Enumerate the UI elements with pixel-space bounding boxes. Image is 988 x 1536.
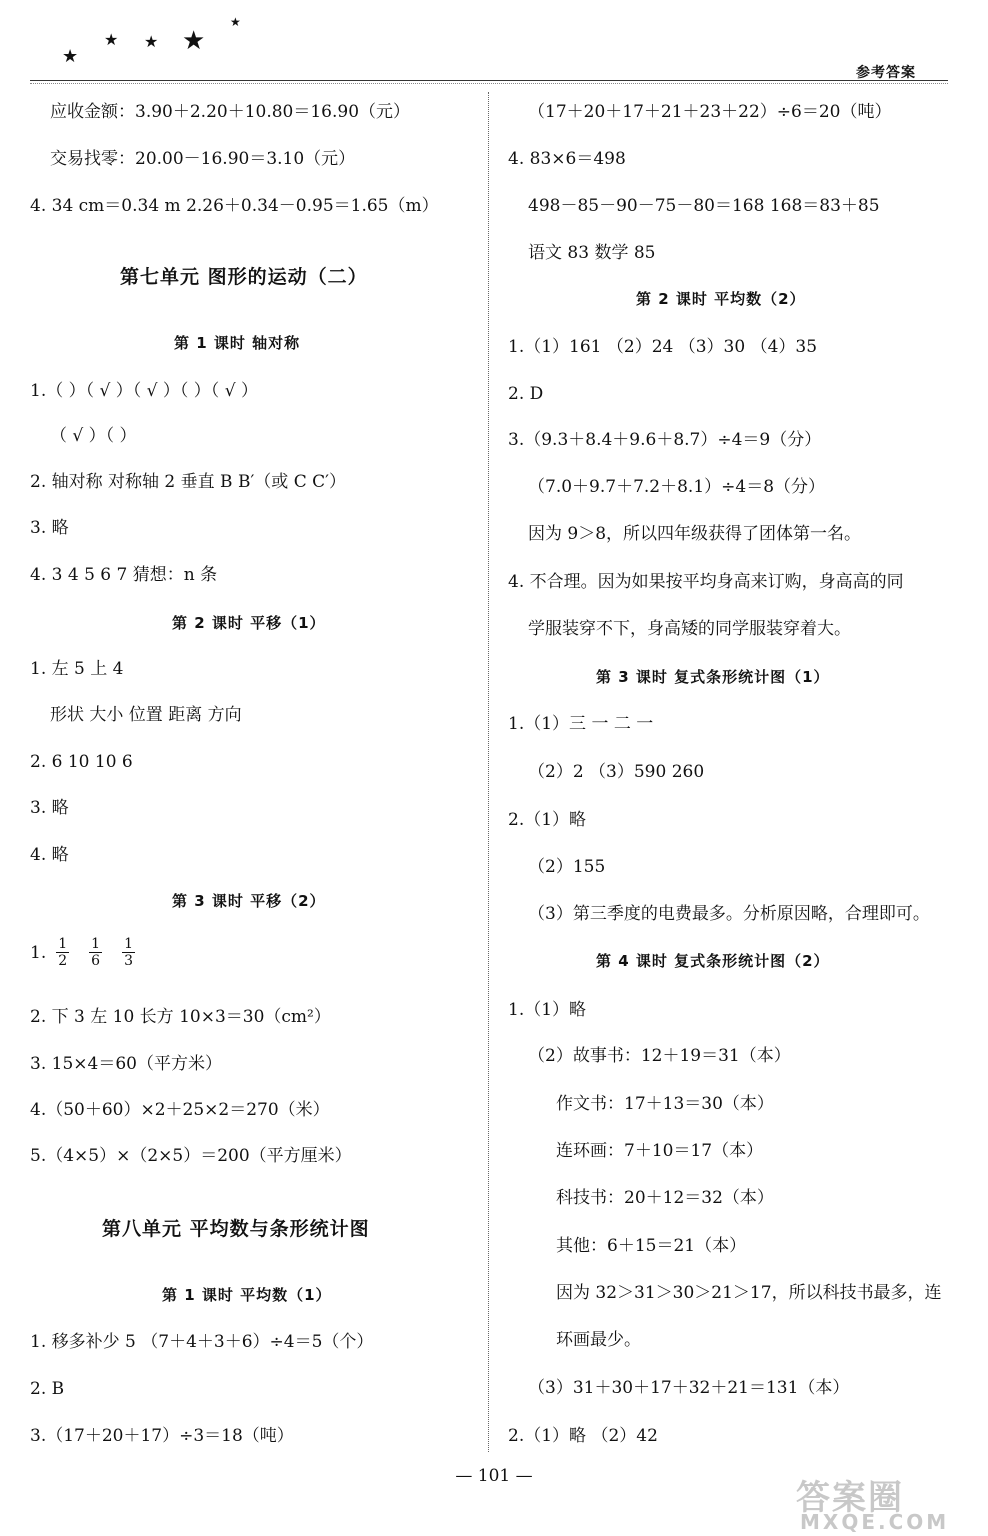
answer-line: （3）31＋30＋17＋32＋21＝131（本） (528, 1378, 850, 1398)
answer-line: 3. 15×4＝60（平方米） (30, 1054, 222, 1074)
answer-line: 4. 34 cm＝0.34 m 2.26＋0.34－0.95＝1.65（m） (30, 196, 439, 216)
answer-line: （2）故事书：12＋19＝31（本） (528, 1046, 791, 1066)
answer-line: 2. 下 3 左 10 长方 10×3＝30（cm²） (30, 1007, 331, 1027)
header-label: 参考答案 (856, 65, 916, 81)
watermark-url: MXQE.COM (800, 1510, 950, 1534)
answer-line: 2. 6 10 10 6 (30, 752, 133, 772)
answer-line: 2.（1）略 （2）42 (508, 1426, 658, 1446)
answer-line: 4. 3 4 5 6 7 猜想：n 条 (30, 565, 218, 585)
answer-line: 语文 83 数学 85 (528, 243, 656, 263)
watermark-logo (796, 1470, 966, 1532)
fraction-numerator: 1 (91, 936, 101, 952)
header-rule (30, 80, 948, 81)
answer-line: 3.（9.3＋8.4＋9.6＋8.7）÷4＝9（分） (508, 430, 822, 450)
answer-line: 5.（4×5）×（2×5）＝200（平方厘米） (30, 1146, 352, 1166)
star-icon: ★ (62, 46, 79, 67)
answer-line: 498－85－90－75－80＝168 168＝83＋85 (528, 196, 880, 216)
fraction-denominator: 6 (91, 953, 101, 969)
answer-line: 形状 大小 位置 距离 方向 (50, 705, 242, 725)
fraction-denominator: 2 (58, 953, 68, 969)
star-decoration (60, 14, 260, 74)
header-rule-dotted (30, 83, 948, 84)
answer-line: 4.（50＋60）×2＋25×2＝270（米） (30, 1100, 330, 1120)
lesson-title: 第 1 课时 平均数（1） (162, 1286, 332, 1304)
answer-line: （2）155 (528, 857, 606, 877)
answer-line: 3. 略 (30, 518, 69, 538)
answer-line: 2. B (30, 1379, 65, 1399)
fraction (56, 936, 69, 969)
answer-line: 3.（17＋20＋17）÷3＝18（吨） (30, 1426, 294, 1446)
unit-title: 第八单元 平均数与条形统计图 (102, 1218, 370, 1240)
answer-line: 1.（1）三 一 二 一 (508, 714, 654, 734)
star-icon: ★ (104, 30, 119, 49)
star-icon: ★ (182, 26, 206, 56)
lesson-title: 第 2 课时 平均数（2） (636, 290, 806, 308)
page-number: — 101 — (455, 1466, 533, 1486)
answer-line: 4. 不合理。因为如果按平均身高来订购，身高高的同 (508, 572, 904, 592)
star-icon: ★ (144, 32, 159, 51)
fraction (89, 936, 102, 969)
watermark-text: 答案圈 (796, 1478, 904, 1518)
answer-line: 1.（ ）（ √ ）（ √ ）（ ）（ √ ） (30, 381, 258, 401)
lesson-title: 第 3 课时 平移（2） (172, 892, 326, 910)
lesson-title: 第 2 课时 平移（1） (172, 614, 326, 632)
column-divider (488, 92, 489, 1452)
answer-line: 连环画：7＋10＝17（本） (556, 1141, 764, 1161)
question-number: 1. (30, 942, 47, 963)
answer-line: 1.（1）略 (508, 1000, 587, 1020)
fraction (122, 936, 135, 969)
answer-line: 应收金额：3.90＋2.20＋10.80＝16.90（元） (50, 102, 411, 122)
answer-line: 4. 略 (30, 845, 69, 865)
answer-line: 1. 左 5 上 4 (30, 659, 124, 679)
answer-line: （3）第三季度的电费最多。分析原因略，合理即可。 (528, 904, 930, 924)
answer-line: 2. 轴对称 对称轴 2 垂直 B B′（或 C C′） (30, 472, 346, 492)
lesson-title: 第 4 课时 复式条形统计图（2） (596, 952, 830, 970)
answer-line: 作文书：17＋13＝30（本） (556, 1094, 774, 1114)
answer-line: 交易找零：20.00－16.90＝3.10（元） (50, 149, 356, 169)
answer-line: 1. 移多补少 5 （7＋4＋3＋6）÷4＝5（个） (30, 1332, 374, 1352)
answer-line: （17＋20＋17＋21＋23＋22）÷6＝20（吨） (528, 102, 892, 122)
answer-line: 其他：6＋15＝21（本） (556, 1236, 747, 1256)
fraction-denominator: 3 (124, 953, 133, 969)
answer-line: 因为 32＞31＞30＞21＞17，所以科技书最多，连 (556, 1283, 942, 1303)
star-icon: ★ (230, 15, 241, 29)
answer-line: 学服装穿不下，身高矮的同学服装穿着大。 (528, 619, 851, 639)
answer-line: （7.0＋9.7＋7.2＋8.1）÷4＝8（分） (528, 477, 826, 497)
fraction-numerator: 1 (124, 936, 133, 952)
answer-line: （2）2 （3）590 260 (528, 762, 705, 782)
lesson-title: 第 1 课时 轴对称 (174, 334, 301, 352)
answer-line: 科技书：20＋12＝32（本） (556, 1188, 774, 1208)
answer-line: 因为 9＞8，所以四年级获得了团体第一名。 (528, 524, 862, 544)
answer-line: 2. D (508, 384, 544, 404)
fraction-numerator: 1 (58, 936, 68, 952)
lesson-title: 第 3 课时 复式条形统计图（1） (596, 668, 830, 686)
answer-line: 3. 略 (30, 798, 69, 818)
unit-title: 第七单元 图形的运动（二） (120, 266, 368, 288)
answer-line: 4. 83×6＝498 (508, 149, 626, 169)
answer-line: 2.（1）略 (508, 810, 587, 830)
answer-line: （ √ ）（ ） (50, 426, 137, 446)
answer-line: 1.（1）161 （2）24 （3）30 （4）35 (508, 337, 818, 357)
fraction-answer-line (30, 936, 145, 969)
answer-line: 环画最少。 (556, 1330, 641, 1350)
